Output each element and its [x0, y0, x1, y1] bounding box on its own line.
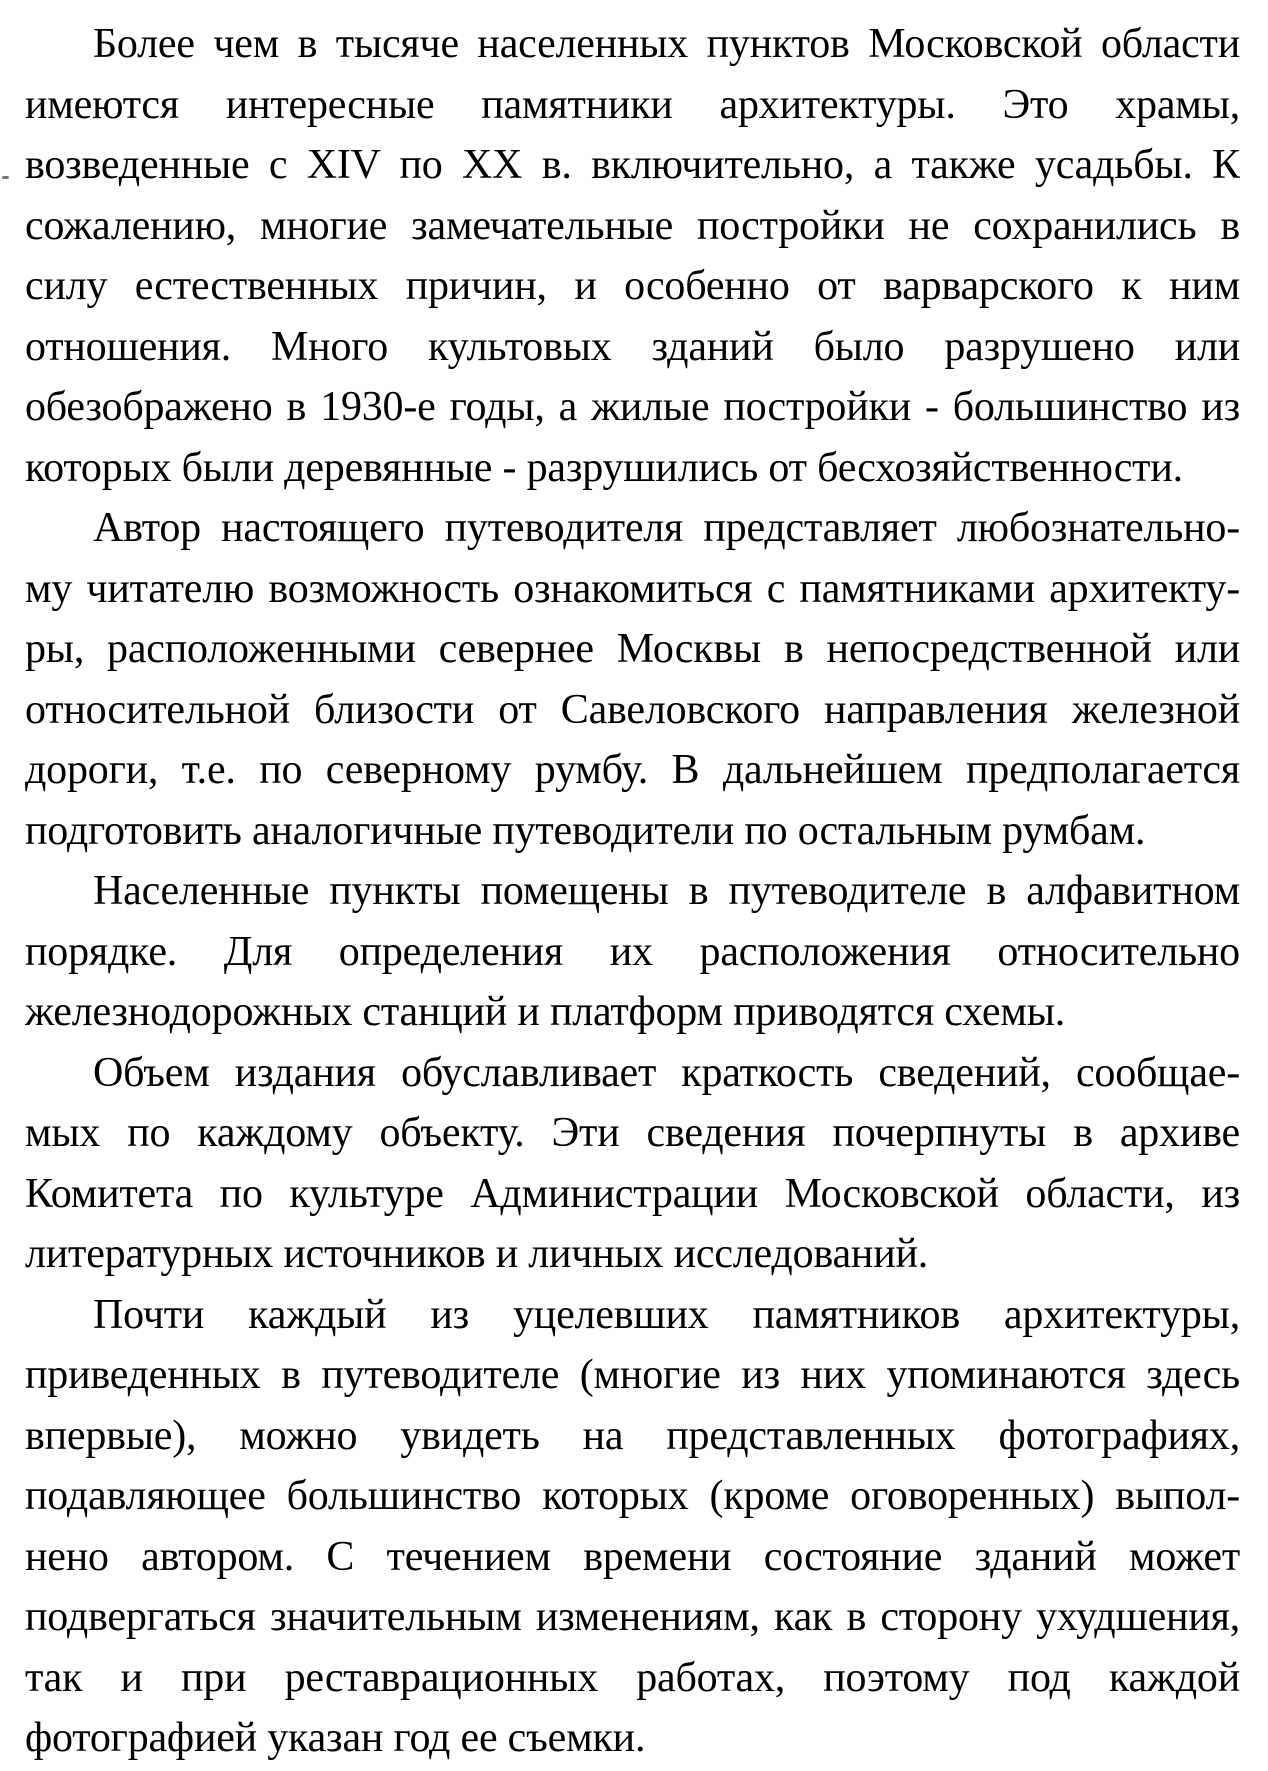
text-line: порядке. Для определения их расположения относительно	[25, 928, 1240, 975]
text-line: железнодорожных станций и платформ приводятся схемы.	[25, 989, 1066, 1035]
text-line: подготовить аналогичные путеводители по остальным румбам.	[25, 807, 1146, 854]
text-line: нено автором. С течением времени состояние зданий может	[25, 1533, 1240, 1580]
paragraph-1	[25, 14, 1240, 498]
text-line: ры, расположенными севернее Москвы в непосредственной или	[25, 626, 1240, 672]
paragraph-3	[25, 861, 1240, 1043]
text-line: обезображено в 1930-е годы, а жилые постройки - большинство из	[25, 384, 1240, 430]
text-line: Комитета по культуре Администрации Московской области, из	[25, 1170, 1240, 1217]
text-line: отношения. Много культовых зданий было разрушено или	[25, 323, 1240, 370]
text-line: Более чем в тысяче населенных пунктов Московской области	[93, 21, 1240, 67]
text-line: Населенные пункты помещены в путеводителе в алфавитном	[93, 868, 1240, 914]
text-line: приведенных в путеводителе (многие из них упоминаются здесь	[25, 1352, 1240, 1398]
text-line: Объем издания обуславливает краткость сведений, сообщае-	[93, 1049, 1240, 1096]
text-line: которых были деревянные - разрушились от бесхозяйственности.	[25, 444, 1183, 491]
text-line: фотографией указан год ее съемки.	[25, 1715, 646, 1761]
text-line: Автор настоящего путеводителя представляет любознательно-	[93, 505, 1240, 551]
text-line: сожалению, многие замечательные постройки не сохранились в	[25, 202, 1240, 249]
text-line: дороги, т.е. по северному румбу. В дальнейшем предполагается	[25, 747, 1240, 793]
text-line: му читателю возможность ознакомиться с памятниками архитекту-	[25, 565, 1240, 612]
text-line: подавляющее большинство которых (кроме оговоренных) выпол-	[25, 1473, 1240, 1519]
text-line: Почти каждый из уцелевших памятников архитектуры,	[93, 1291, 1240, 1338]
paragraph-5	[25, 1285, 1240, 1769]
text-line: относительной близости от Савеловского направления железной	[25, 686, 1240, 733]
paragraph-2	[25, 498, 1240, 861]
text-line: литературных источников и личных исследований.	[25, 1231, 929, 1277]
text-line: мых по каждому объекту. Эти сведения почерпнуты в архиве	[25, 1110, 1240, 1156]
text-line: подвергаться значительным изменениям, как в сторону ухудшения,	[25, 1594, 1240, 1640]
scan-artifact	[2, 176, 9, 179]
text-line: возведенные с XIV по XX в. включительно, а также усадьбы. К	[25, 142, 1240, 188]
text-line: впервые), можно увидеть на представленных фотографиях,	[25, 1412, 1240, 1459]
text-line: силу естественных причин, и особенно от варварского к ним	[25, 263, 1240, 309]
text-line: так и при реставрационных работах, поэтому под каждой	[25, 1654, 1240, 1701]
text-line: имеются интересные памятники архитектуры. Это храмы,	[25, 81, 1240, 128]
paragraph-4	[25, 1043, 1240, 1285]
